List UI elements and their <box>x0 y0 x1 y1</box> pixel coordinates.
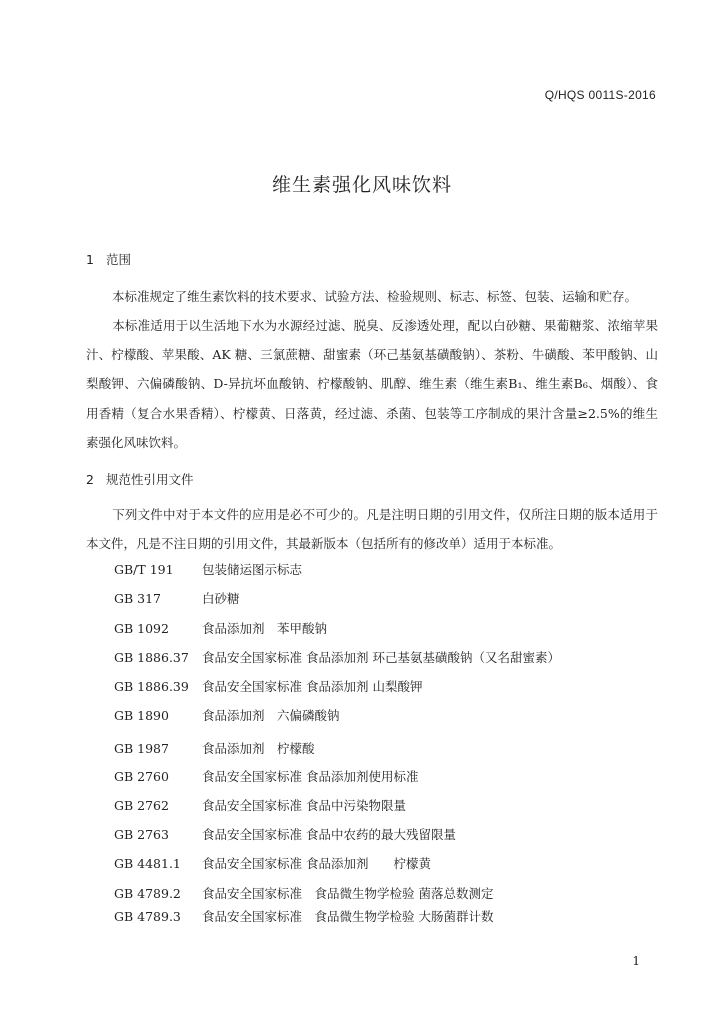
reference-title: 食品添加剂 苯甲酸钠 <box>202 621 328 636</box>
reference-code: GB 317 <box>114 591 162 606</box>
reference-title: 白砂糖 <box>202 591 240 606</box>
reference-item <box>114 648 560 668</box>
reference-code: GB 2760 <box>114 769 169 784</box>
reference-item <box>114 739 315 759</box>
document-title: 维生素强化风味饮料 <box>271 174 452 196</box>
reference-item <box>114 825 456 845</box>
reference-code: GB 1886.39 <box>114 679 189 694</box>
reference-title: 食品添加剂 柠檬酸 <box>202 741 315 756</box>
reference-title: 食品安全国家标准 食品微生物学检验 菌落总数测定 <box>202 886 494 901</box>
reference-title: 包装储运图示标志 <box>202 562 303 577</box>
section-heading-normative-references <box>86 470 194 488</box>
section-title: 规范性引用文件 <box>106 472 194 487</box>
reference-item <box>114 677 422 697</box>
reference-code: GB 2762 <box>114 798 169 813</box>
reference-item <box>114 796 406 816</box>
reference-code: GB/T 191 <box>114 562 174 577</box>
scope-paragraph-2 <box>86 311 658 457</box>
reference-code: GB 2763 <box>114 827 169 842</box>
paragraph-text: 本标准适用于以生活地下水为水源经过滤、脱臭、反渗透处理，配以白砂糖、果葡糖浆、浓缩苹果汁、柠檬酸、苹果酸、AK 糖、三氯蔗糖、甜蜜素（环己基氨基磺酸钠）、茶粉、牛磺酸、苯甲酸钠、山梨酸钾、六偏磷酸钠、D-异抗坏血酸钠、柠檬酸钠、肌醇、维生素（维生素B₁、维生素B₆、烟酸）、食用香精（复合水果香精）、柠檬黄、日落黄，经过滤、杀菌、包装等工序制成的果汁含量≥2.5%的维生素强化风味饮料。 <box>86 318 658 450</box>
reference-title: 食品安全国家标准 食品添加剂使用标准 <box>202 769 419 784</box>
reference-title: 食品安全国家标准 食品添加剂 山梨酸钾 <box>202 679 423 694</box>
reference-title: 食品安全国家标准 食品微生物学检验 大肠菌群计数 <box>202 909 494 924</box>
reference-code: GB 4789.2 <box>114 886 181 901</box>
section-heading-scope <box>86 250 131 268</box>
scope-paragraph-1 <box>86 282 658 311</box>
reference-code: GB 4789.3 <box>114 909 181 924</box>
reference-title: 食品添加剂 六偏磷酸钠 <box>202 708 340 723</box>
reference-item <box>114 767 418 787</box>
reference-title: 食品安全国家标准 食品中污染物限量 <box>202 798 406 813</box>
reference-code: GB 4481.1 <box>114 856 181 871</box>
reference-code: GB 1886.37 <box>114 650 189 665</box>
reference-title: 食品安全国家标准 食品添加剂 环己基氨基磺酸钠（又名甜蜜素） <box>202 650 560 665</box>
reference-item <box>114 907 493 927</box>
reference-code: GB 1092 <box>114 621 169 636</box>
reference-item <box>114 884 493 904</box>
reference-title: 食品安全国家标准 食品添加剂 柠檬黄 <box>202 856 431 871</box>
reference-code: GB 1890 <box>114 708 169 723</box>
document-code: Q/HQS 0011S-2016 <box>544 88 656 102</box>
page-number: 1 <box>632 954 640 968</box>
section-number: 1 <box>86 252 94 267</box>
paragraph-text: 本标准规定了维生素饮料的技术要求、试验方法、检验规则、标志、标签、包装、运输和贮存。 <box>112 289 638 304</box>
section-number: 2 <box>86 472 94 487</box>
section-title: 范围 <box>106 252 132 267</box>
reference-code: GB 1987 <box>114 741 169 756</box>
paragraph-text: 下列文件中对于本文件的应用是必不可少的。凡是注明日期的引用文件，仅所注日期的版本适用于本文件，凡是不注日期的引用文件，其最新版本（包括所有的修改单）适用于本标准。 <box>86 507 658 552</box>
reference-item <box>114 619 327 639</box>
reference-item <box>114 589 240 609</box>
reference-item <box>114 854 431 874</box>
reference-item <box>114 706 340 726</box>
references-intro-paragraph <box>86 500 658 558</box>
reference-title: 食品安全国家标准 食品中农药的最大残留限量 <box>202 827 456 842</box>
reference-item <box>114 560 302 580</box>
